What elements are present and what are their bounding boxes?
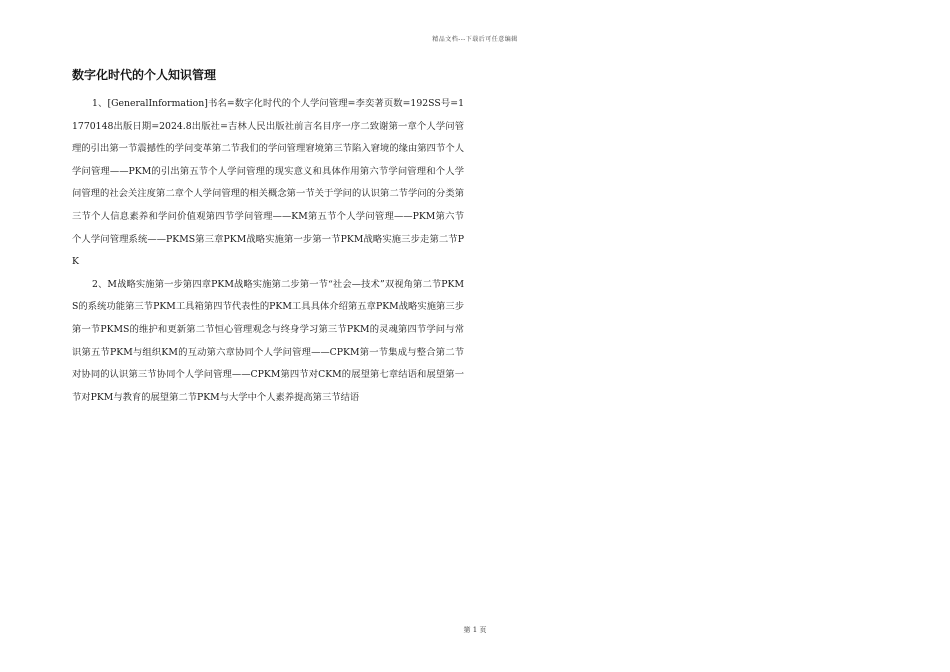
document-body (72, 66, 464, 409)
header-note: 精品文档---下载后可任意编辑 (432, 36, 518, 43)
paragraph-2: 2、M战略实施第一步第四章PKM战略实施第二步第一节“社会—技术”双视角第二节PKMS的系统功能第三节PKM工具箱第四节代表性的PKM工具具体介绍第五章PKM战略实施第三步第一节PKMS的维护和更新第二节恒心管理观念与终身学习第三节PKM的灵魂第四节学问与常识第五节PKM与组织KM的互动第六章协同个人学问管理——CPKM第一节集成与整合第二节对协同的认识第三节协同个人学问管理——CPKM第四节对CKM的展望第七章结语和展望第一节对PKM与教育的展望第二节PKM与大学中个人素养提高第三节结语 (72, 278, 464, 403)
paragraph-1: 1、[GeneralInformation]书名=数字化时代的个人学问管理=李奕著页数=192SS号=11770148出版日期=2024.8出版社=吉林人民出版社前言名目序一序二致谢第一章个人学问管理的引出第一节震撼性的学问变革第二节我们的学问管理窘境第三节陷入窘境的缘由第四节个人学问管理——PKM的引出第五节个人学问管理的现实意义和具体作用第六节学问管理和个人学问管理的社会关注度第二章个人学问管理的相关概念第一节关于学问的认识第二节学问的分类第三节个人信息素养和学问价值观第四节学问管理——KM第五节个人学问管理——PKM第六节个人学问管理系统——PKMS第三章PKM战略实施第一步第一节PKM战略实施三步走第二节PK (72, 98, 464, 268)
document-title: 数字化时代的个人知识管理 (72, 68, 217, 82)
page-number: 第 1 页 (463, 626, 487, 634)
